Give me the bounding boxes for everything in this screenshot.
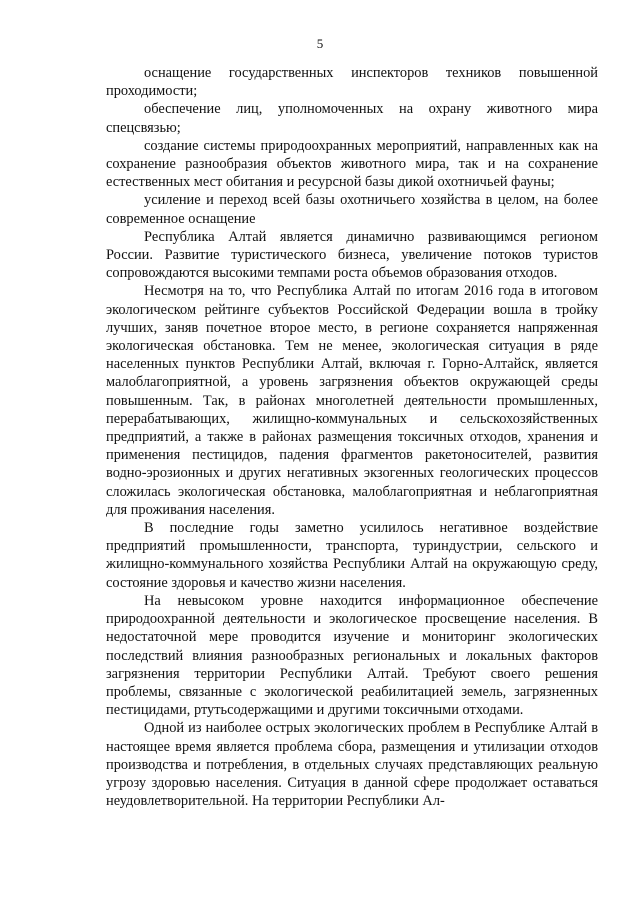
paragraph-ecological-rating: Несмотря на то, что Республика Алтай по итогам 2016 года в итоговом экологическом рейтинге субъектов Российской Федерации вошла в тройку лучших, заняв почетное второе место, в регионе сохраняется напряженная экологическая обстановка. Тем не менее, экологическая ситуация в ряде населенных пунктов Республики Алтай, включая г. Горно-Алтайск, является малоблагоприятной, а уровень загрязнения объектов окружающей среды повышенным. Так, в районах многолетней деятельности промышленных, перерабатывающих, жилищно-коммунальных и сельскохозяйственных предприятий, а также в районах размещения токсичных отходов, хранения и применения пестицидов, падения фрагментов ракетоносителей, развития водно-эрозионных и других негативных экзогенных геологических процессов сложилась экологическая обстановка, малоблагоприятная и неблагоприятная для проживания населения. xyxy=(106,283,598,518)
page-number: 5 xyxy=(316,36,324,51)
paragraph-hunting-base-upgrade: усиление и переход всей базы охотничьего хозяйства в целом, на более современное оснащение xyxy=(106,192,598,227)
paragraph-nature-protection-system: создание системы природоохранных мероприятий, направленных как на сохранение разнообразия объектов животного мира, так и на сохранение естественных мест обитания и ресурсной базы дикой охотничьей фауны; xyxy=(106,137,598,191)
paragraph-information-support: На невысоком уровне находится информационное обеспечение природоохранной деятельности и экологическое просвещение населения. В недостаточной мере проводится изучение и мониторинг экологических последствий влияния разнообразных региональных и локальных факторов загрязнения территории Республики Алтай. Требуют своего решения проблемы, связанные с экологической реабилитацией земель, загрязненных пестицидами, ртутьсодержащими и другими токсичными отходами. xyxy=(106,592,598,719)
paragraph-waste-problem: Одной из наиболее острых экологических проблем в Республике Алтай в настоящее время является проблема сбора, размещения и утилизации отходов производства и потребления, в отдельных случаях представляющих реальную угрозу здоровью населения. Ситуация в данной сфере продолжает оставаться неудовлетворительной. На территории Республики Ал- xyxy=(106,720,598,810)
paragraph-special-communication: обеспечение лиц, уполномоченных на охрану животного мира спецсвязью; xyxy=(106,101,598,136)
paragraph-negative-impact: В последние годы заметно усилилось негативное воздействие предприятий промышленности, транспорта, туриндустрии, сельского и жилищно-коммунального хозяйства Республики Алтай на окружающую среду, состояние здоровья и качество жизни населения. xyxy=(106,520,598,591)
paragraph-inspectors-equipment: оснащение государственных инспекторов техников повышенной проходимости; xyxy=(106,65,598,100)
paragraph-region-development: Республика Алтай является динамично развивающимся регионом России. Развитие туристического бизнеса, увеличение потоков туристов сопровождаются высокими темпами роста объемов образования отходов. xyxy=(106,228,598,282)
body-text xyxy=(106,64,598,810)
